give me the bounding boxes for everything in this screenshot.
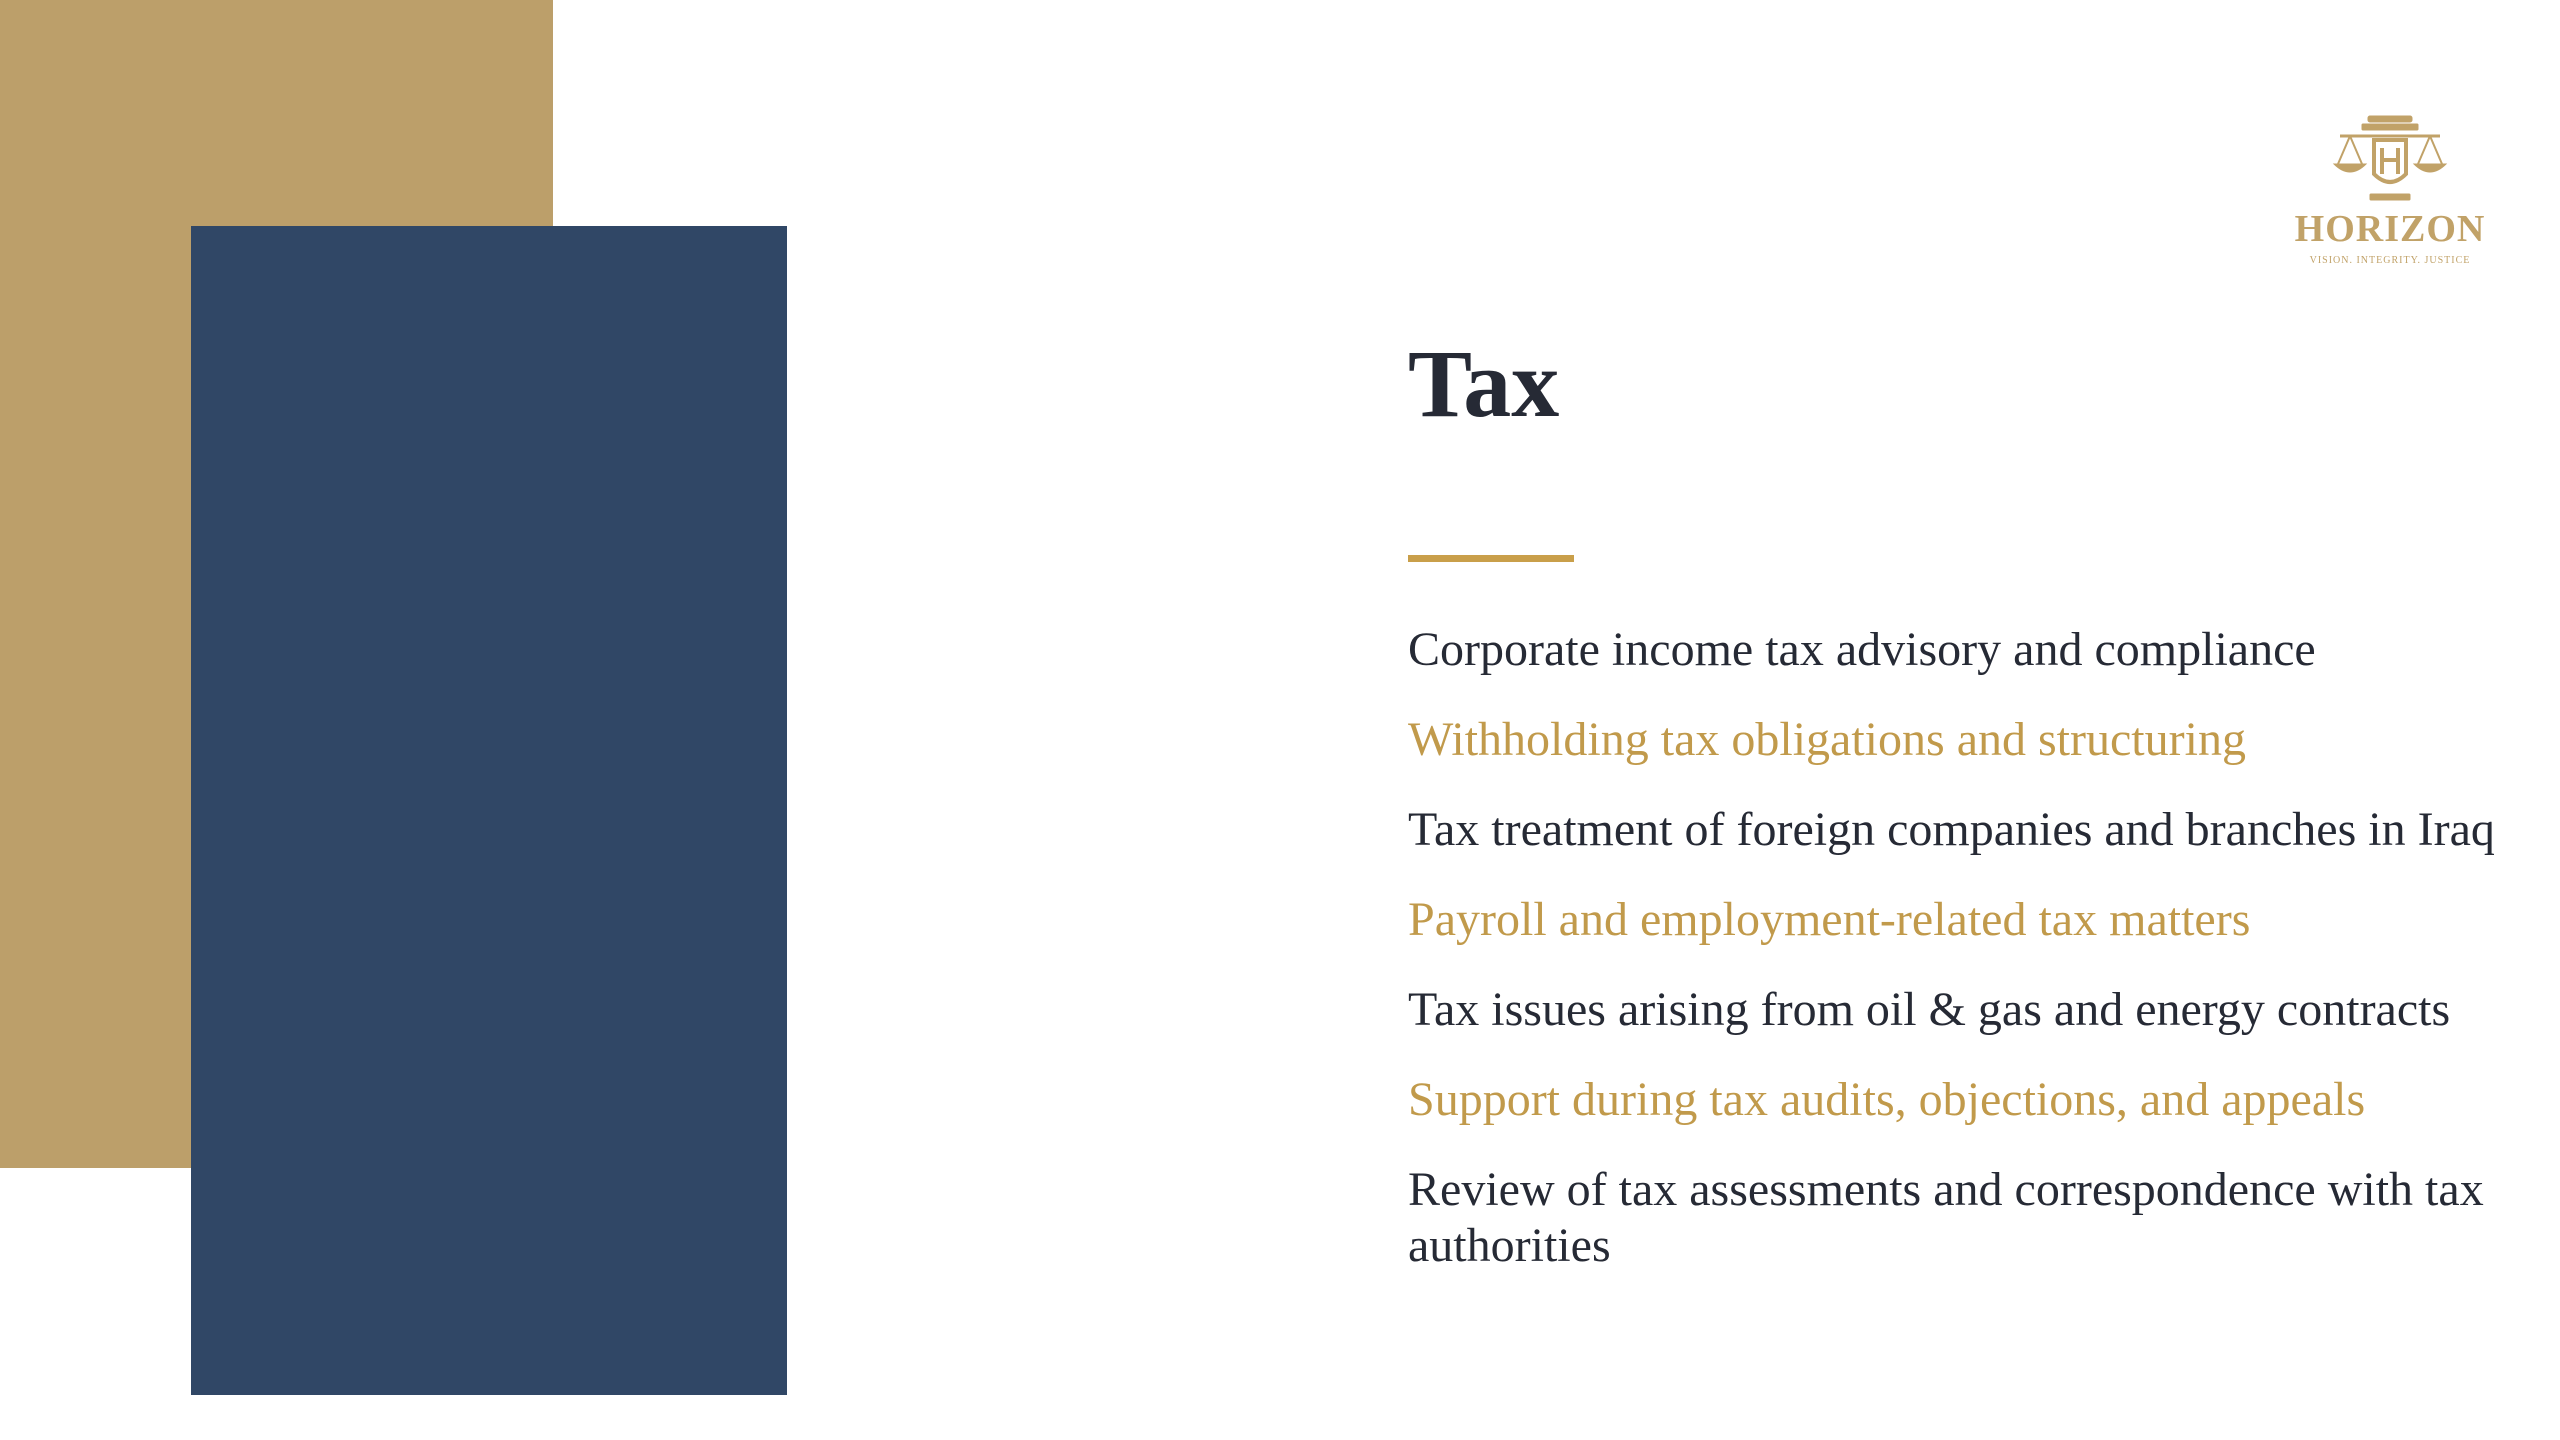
- service-item: Withholding tax obligations and structuring: [1408, 713, 2246, 766]
- horizon-logo: [2290, 112, 2490, 272]
- service-item: Corporate income tax advisory and compliance: [1408, 623, 2316, 676]
- service-item: Tax treatment of foreign companies and branches in Iraq: [1408, 803, 2495, 856]
- service-item: Support during tax audits, objections, and appeals: [1408, 1073, 2366, 1126]
- service-item: Payroll and employment-related tax matters: [1408, 893, 2251, 946]
- scales-of-justice-icon: [2330, 112, 2450, 207]
- service-item: Tax issues arising from oil & gas and energy contracts: [1408, 983, 2451, 1036]
- navy-decorative-panel: [191, 226, 787, 1395]
- title-underline: [1408, 555, 1574, 562]
- logo-wordmark: HORIZON: [2294, 208, 2486, 250]
- slide-title: Tax: [1408, 330, 1560, 437]
- service-item: Review of tax assessments and correspondence with tax authorities: [1408, 1163, 2484, 1272]
- service-list: [1408, 622, 2518, 1308]
- logo-tagline: VISION. INTEGRITY. JUSTICE: [2309, 255, 2471, 266]
